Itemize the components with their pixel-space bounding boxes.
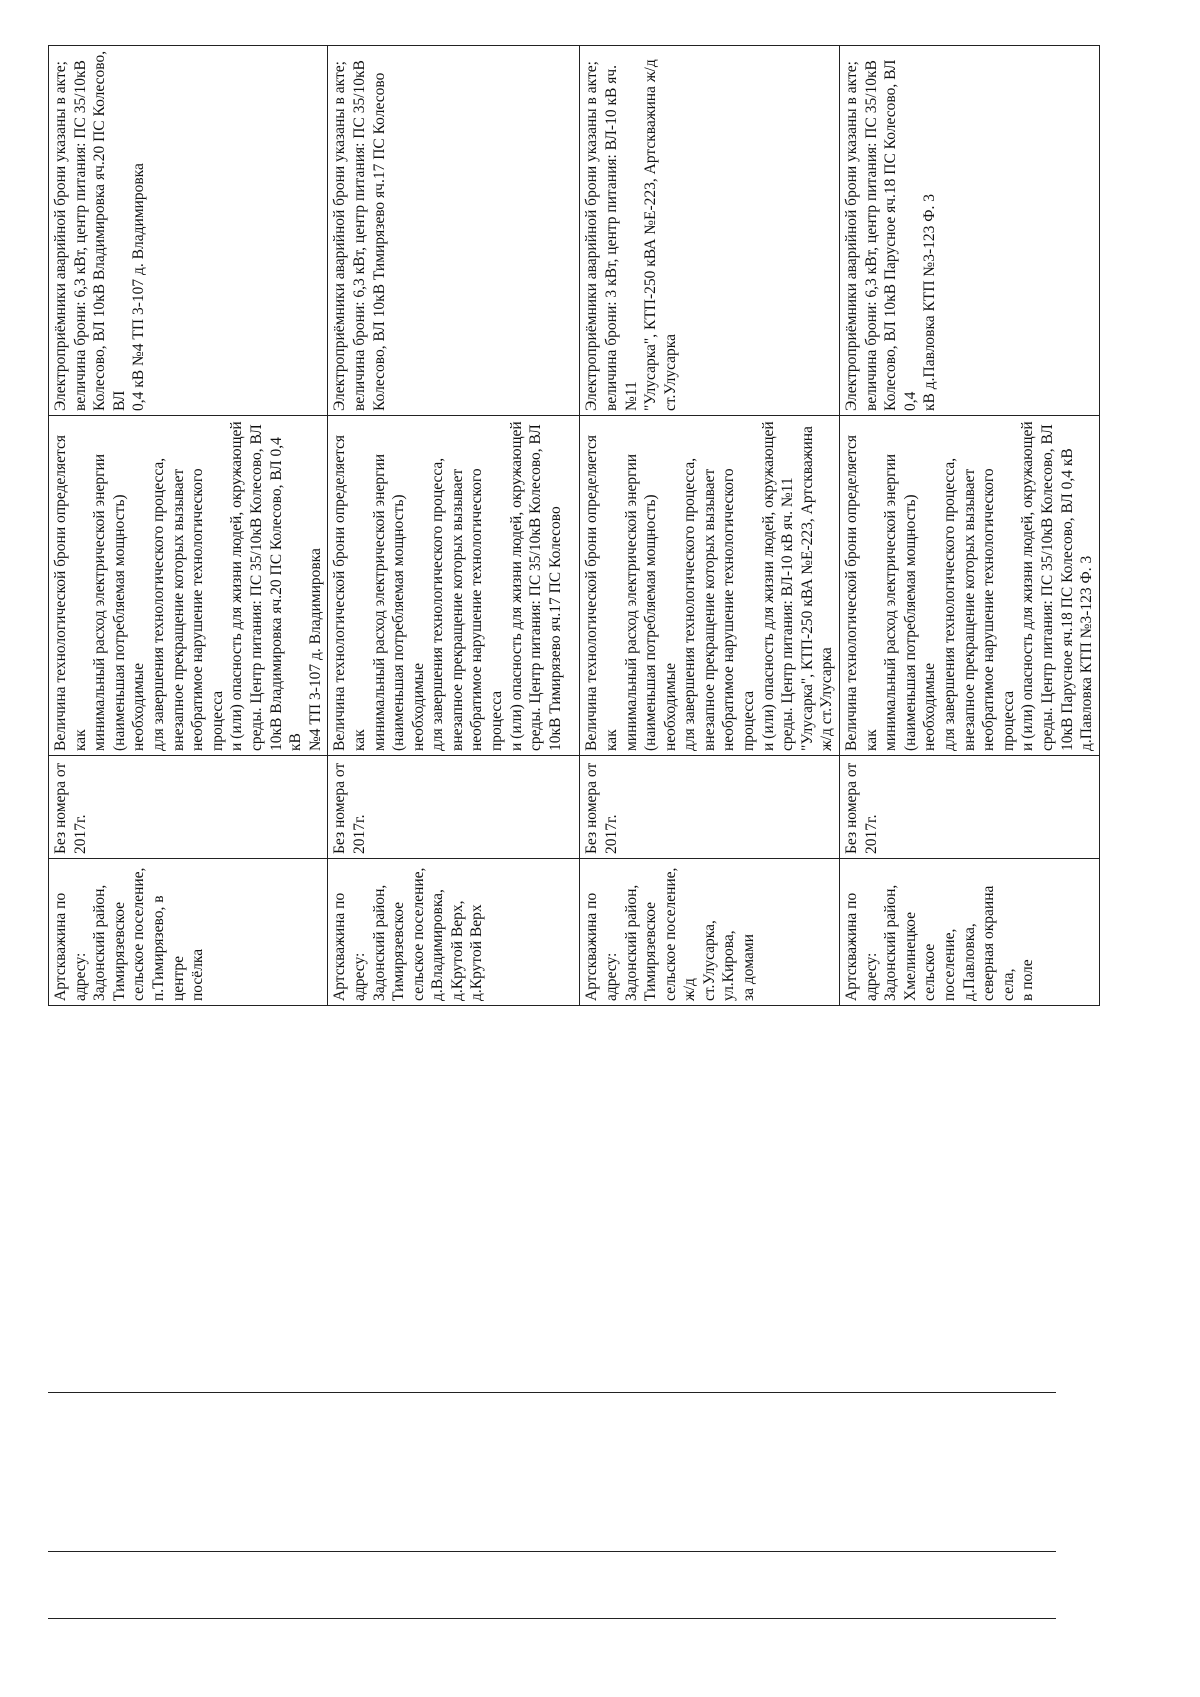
signature-line [48, 1392, 1056, 1393]
table-row [580, 46, 840, 1006]
object-address-cell: Артскважина по адресу: Задонский район, Тимирязевское сельское поселение, д.Владимировка, д.Крутой Верх, д.Крутой Верх [328, 859, 580, 1006]
object-address-cell: Артскважина по адресу: Задонский район, Хмелинецкое сельское поселение, д.Павловка, северная окраина села, в поле [840, 859, 1100, 1006]
emergency-reserve-cell: Электроприёмники аварийной брони указаны в акте; величина брони: 6,3 кВт, центр питания: ПС 35/10кВ Колесово, ВЛ 10кВ Парусное яч.18 ПС Колесово, ВЛ 0,4 кВ д.Павловка КТП №3-123 Ф. 3 [840, 46, 1100, 416]
reserve-table [48, 45, 1100, 1006]
act-number-cell: Без номера от 2017г. [328, 756, 580, 859]
emergency-reserve-cell: Электроприёмники аварийной брони указаны в акте; величина брони: 3 кВт, центр питания: ВЛ-10 кВ яч. №11 "Улусарка", КТП-250 кВА №Е-223, Артскважина ж/д ст.Улусарка [580, 46, 840, 416]
signature-line [48, 1551, 1056, 1552]
object-address-cell: Артскважина по адресу: Задонский район, Тимирязевское сельское поселение, ж/д ст.Улусарка, ул.Кирова, за домами [580, 859, 840, 1006]
tech-reserve-cell: Величина технологической брони определяется как минимальный расход электрической энергии (наименьшая потребляемая мощность) необходимые для завершения технологического процесса, внезапное прекращение которых вызывает необратимое нарушение технологического процесса и (или) опасность для жизни людей, окружающей среды. Центр питания: ПС 35/10кВ Колесово, ВЛ 10кВ Тимирязево яч.17 ПС Колесово [328, 416, 580, 756]
signature-line [48, 1618, 1056, 1619]
tech-reserve-cell: Величина технологической брони определяется как минимальный расход электрической энергии (наименьшая потребляемая мощность) необходимые для завершения технологического процесса, внезапное прекращение которых вызывает необратимое нарушение технологического процесса и (или) опасность для жизни людей, окружающей среды. Центр питания: ВЛ-10 кВ яч. №11 "Улусарка", КТП-250 кВА №Е-223, Артскважина ж/д ст.Улусарка [580, 416, 840, 756]
act-number-cell: Без номера от 2017г. [49, 756, 328, 859]
tech-reserve-cell: Величина технологической брони определяется как минимальный расход электрической энергии (наименьшая потребляемая мощность) необходимые для завершения технологического процесса, внезапное прекращение которых вызывает необратимое нарушение технологического процесса и (или) опасность для жизни людей, окружающей среды. Центр питания: ПС 35/10кВ Колесово, ВЛ 10кВ Парусное яч.18 ПС Колесово, ВЛ 0,4 кВ д.Павловка КТП №3-123 Ф. 3 [840, 416, 1100, 756]
act-number-cell: Без номера от 2017г. [840, 756, 1100, 859]
table-row [49, 46, 328, 1006]
rotated-table-wrapper [48, 46, 1096, 1006]
table-row [840, 46, 1100, 1006]
tech-reserve-cell: Величина технологической брони определяется как минимальный расход электрической энергии (наименьшая потребляемая мощность) необходимые для завершения технологического процесса, внезапное прекращение которых вызывает необратимое нарушение технологического процесса и (или) опасность для жизни людей, окружающей среды. Центр питания: ПС 35/10кВ Колесово, ВЛ 10кВ Владимировка яч.20 ПС Колесово, ВЛ 0,4 кВ №4 ТП 3-107 д. Владимировка [49, 416, 328, 756]
act-number-cell: Без номера от 2017г. [580, 756, 840, 859]
emergency-reserve-cell: Электроприёмники аварийной брони указаны в акте; величина брони: 6,3 кВт, центр питания: ПС 35/10кВ Колесово, ВЛ 10кВ Тимирязево яч.17 ПС Колесово [328, 46, 580, 416]
emergency-reserve-cell: Электроприёмники аварийной брони указаны в акте; величина брони: 6,3 кВт, центр питания: ПС 35/10кВ Колесово, ВЛ 10кВ Владимировка яч.20 ПС Колесово, ВЛ 0,4 кВ №4 ТП 3-107 д. Владимировка [49, 46, 328, 416]
table-row [328, 46, 580, 1006]
object-address-cell: Артскважина по адресу: Задонский район, Тимирязевское сельское поселение, п.Тимирязево, в центре посёлка [49, 859, 328, 1006]
